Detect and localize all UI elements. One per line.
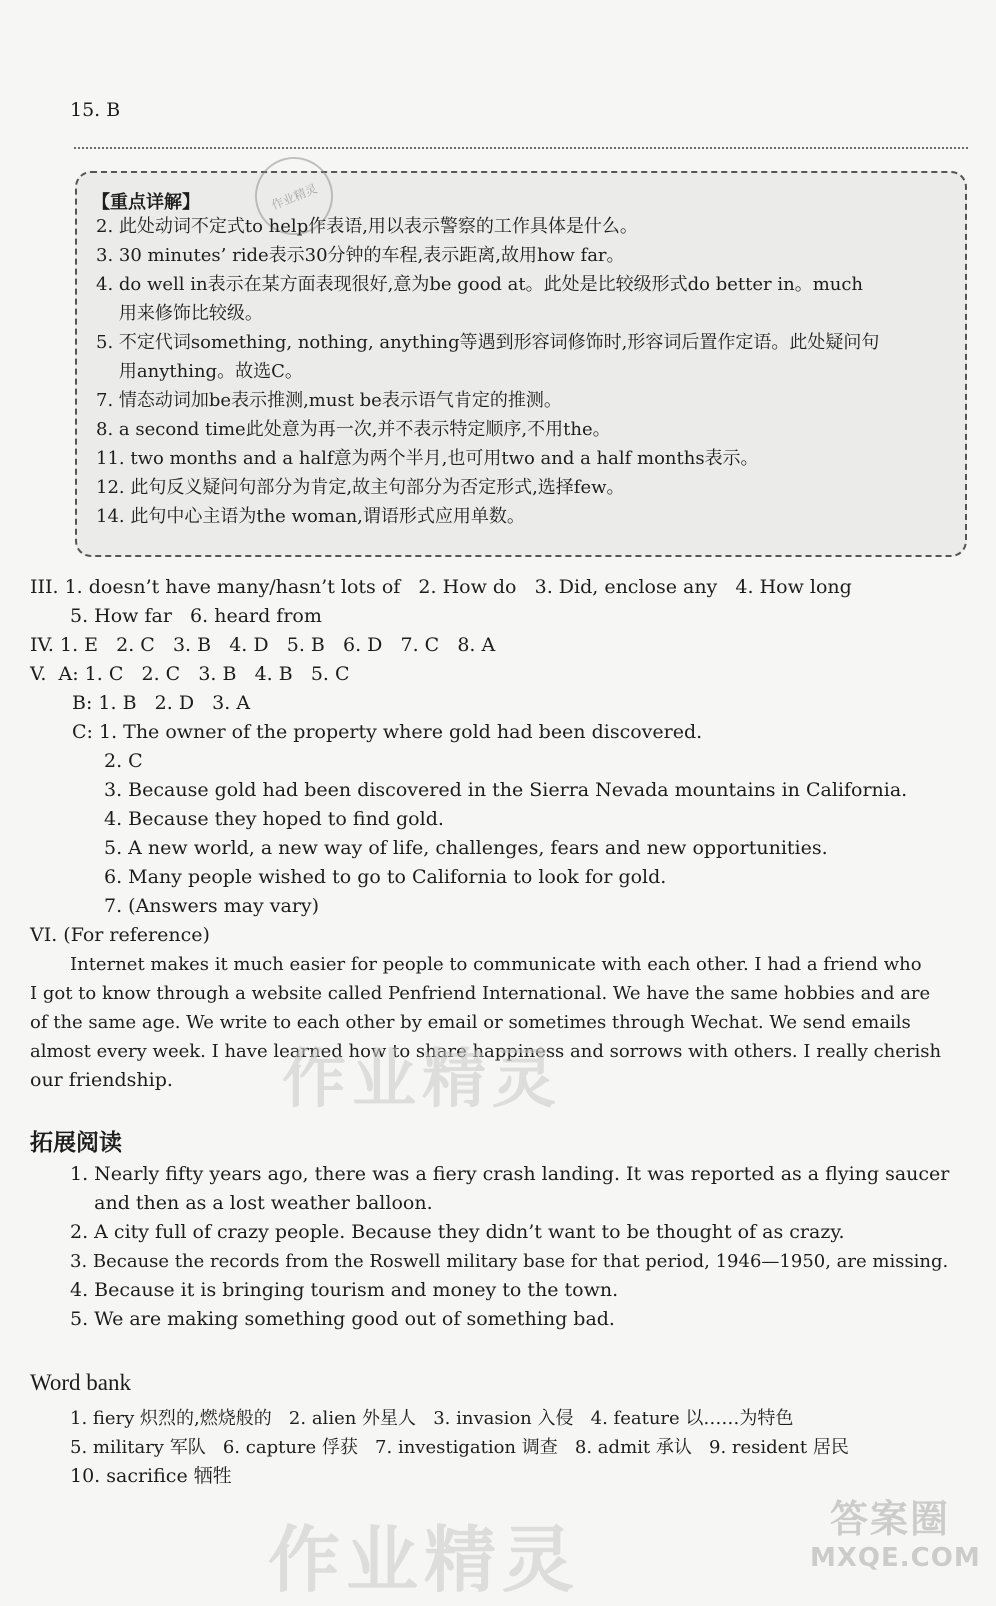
word-bank-line: 10. sacrifice 牺牲 <box>70 1465 232 1487</box>
extended-item: 3. Because the records from the Roswell military base for that period, 1946—1950, are missing. <box>70 1251 949 1272</box>
essay-line: of the same age. We write to each other by email or sometimes through Wechat. We send emails <box>30 1012 911 1033</box>
extended-item: 2. A city full of crazy people. Because they didn’t want to be thought of as crazy. <box>70 1221 845 1243</box>
answers-VI: VI. (For reference) <box>30 924 210 946</box>
key-points-title: 【重点详解】 <box>92 192 200 213</box>
word-bank-line: 5. military 军队 6. capture 俘获 7. investigation 调查 8. admit 承认 9. resident 居民 <box>70 1437 849 1458</box>
answers-V-C-item: 7. (Answers may vary) <box>104 895 320 917</box>
watermark-stamp-icon: 作业精灵 <box>243 145 345 247</box>
watermark-middle: 作业精灵 <box>282 1043 562 1117</box>
key-point-line: 14. 此句中心主语为the woman,谓语形式应用单数。 <box>96 506 525 527</box>
key-point-line: 12. 此句反义疑问句部分为肯定,故主句部分为否定形式,选择few。 <box>96 477 625 498</box>
essay-line: Internet makes it much easier for people to communicate with each other. I had a friend who <box>70 954 922 975</box>
word-bank-heading: Word bank <box>30 1370 131 1395</box>
key-point-line: 5. 不定代词something, nothing, anything等遇到形容词修饰时,形容词后置作定语。此处疑问句 <box>96 332 880 353</box>
logo-domain: MXQE.COM <box>810 1543 981 1573</box>
key-point-line: 2. 此处动词不定式to help作表语,用以表示警察的工作具体是什么。 <box>96 216 638 237</box>
answers-V-C-item: 2. C <box>104 750 143 772</box>
key-point-line: 3. 30 minutes’ ride表示30分钟的车程,表示距离,故用how far。 <box>96 245 625 266</box>
key-point-line: 4. do well in表示在某方面表现很好,意为be good at。此处是比较级形式do better in。much <box>96 274 864 295</box>
extended-reading-heading: 拓展阅读 <box>30 1130 122 1156</box>
word-bank-line: 1. fiery 炽烈的,燃烧般的 2. alien 外星人 3. invasion 入侵 4. feature 以……为特色 <box>70 1408 794 1429</box>
logo-text: 答案圈 <box>829 1497 950 1541</box>
extended-item: 4. Because it is bringing tourism and money to the town. <box>70 1279 619 1301</box>
answers-V-B: B: 1. B 2. D 3. A <box>72 692 251 714</box>
key-point-line: 7. 情态动词加be表示推测,must be表示语气肯定的推测。 <box>96 390 562 411</box>
watermark-logo-icon <box>810 1488 981 1588</box>
extended-item: and then as a lost weather balloon. <box>70 1192 433 1214</box>
essay-line: our friendship. <box>30 1069 173 1091</box>
essay-line: almost every week. I have learned how to share happiness and sorrows with others. I really cherish <box>30 1041 942 1062</box>
answers-V-C-item: 3. Because gold had been discovered in the Sierra Nevada mountains in California. <box>104 779 908 801</box>
question-15-answer: 15. B <box>70 99 121 121</box>
answers-III-cont: 5. How far 6. heard from <box>70 605 322 627</box>
key-point-line: 8. a second time此处意为再一次,并不表示特定顺序,不用the。 <box>96 419 611 440</box>
key-point-line: 用来修饰比较级。 <box>96 303 263 324</box>
extended-item: 5. We are making something good out of something bad. <box>70 1308 615 1330</box>
answers-V-C: C: 1. The owner of the property where gold had been discovered. <box>72 721 703 743</box>
essay-line: I got to know through a website called Penfriend International. We have the same hobbies and are <box>30 983 931 1004</box>
answers-V-C-item: 6. Many people wished to go to California to look for gold. <box>104 866 667 888</box>
answers-III: III. 1. doesn’t have many/hasn’t lots of 2. How do 3. Did, enclose any 4. How long <box>30 576 852 598</box>
key-point-line: 11. two months and a half意为两个半月,也可用two and a half months表示。 <box>96 448 759 469</box>
answers-V-A: V. A: 1. C 2. C 3. B 4. B 5. C <box>30 663 350 685</box>
answers-V-C-item: 4. Because they hoped to find gold. <box>104 808 444 830</box>
key-point-line: 用anything。故选C。 <box>96 361 303 382</box>
divider <box>74 147 968 149</box>
extended-item: 1. Nearly fifty years ago, there was a fiery crash landing. It was reported as a flying saucer <box>70 1163 950 1185</box>
answers-IV: IV. 1. E 2. C 3. B 4. D 5. B 6. D 7. C 8. A <box>30 634 496 656</box>
watermark-bottom: 作业精灵 <box>268 1518 581 1602</box>
answers-V-C-item: 5. A new world, a new way of life, challenges, fears and new opportunities. <box>104 837 828 859</box>
